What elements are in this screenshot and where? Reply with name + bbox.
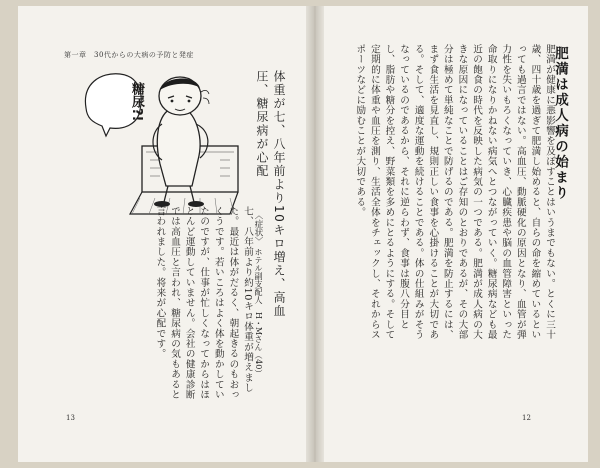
book-gutter [306, 6, 324, 462]
case-person: ホテル副支配人 H・Mさん（40） [254, 248, 263, 378]
left-body-text: 七、八年前より約10キロ体重が増えました。最近は体がだるく、朝起きるのもおっくうです。若いころはよく体を動かしていたのですが、仕事が忙しくなってからはほとんど運動していません。会社の健康診断では高血圧と言われ、糖尿病の気もあると言われました。将来が心配です。 [154, 206, 253, 400]
left-page [18, 6, 306, 462]
right-body-text: 肥満が健康に悪影響を及ぼすことはいうまでもない。とくに三十歳、四十歳を過ぎて肥満し始めると、自らの命を縮めているといっても過言ではない。高血圧、動脈硬化の原因となり、血管が弾力性を失いもろくなっていき、心臓疾患や脳の血管障害といった命取りになりかねない病気へとつながっていく。糖尿病なども最近の飽食の時代を反映した病気の一つである。肥満が成人病の大きな原因になっていることはご存知のとおりであるが、その大部分は極めて単純なことで防げるのである。肥満を防止するには、まず食生活を見直し、規則正しい食事を心掛けることが大切である。そして、適度な運動を続けることである。体の仕組みがそうなっているのであるから、それに逆らわず、食事は腹八分目とし、脂肪や糖分を控え、野菜類を多めにとるようにする。そして定期的に体重や血圧を測り、生活全体をチェックし、それからスポーツなどに励むことが大切である。 [354, 44, 555, 340]
book-spread [18, 6, 588, 462]
page-number-left: 13 [66, 414, 75, 422]
case-title: 体重が七、八年前より10キロ増え、高血圧、糖尿病が心配 [255, 70, 286, 318]
speech-bubble-text: 糖尿?! [129, 82, 144, 122]
page-number-right: 12 [522, 414, 531, 422]
section-heading: 肥満は成人病の始まり [552, 46, 568, 201]
case-label: 〈症状〉 [253, 211, 263, 245]
running-head: 第一章 30代からの大病の予防と発症 [64, 51, 194, 59]
right-page [324, 6, 588, 462]
